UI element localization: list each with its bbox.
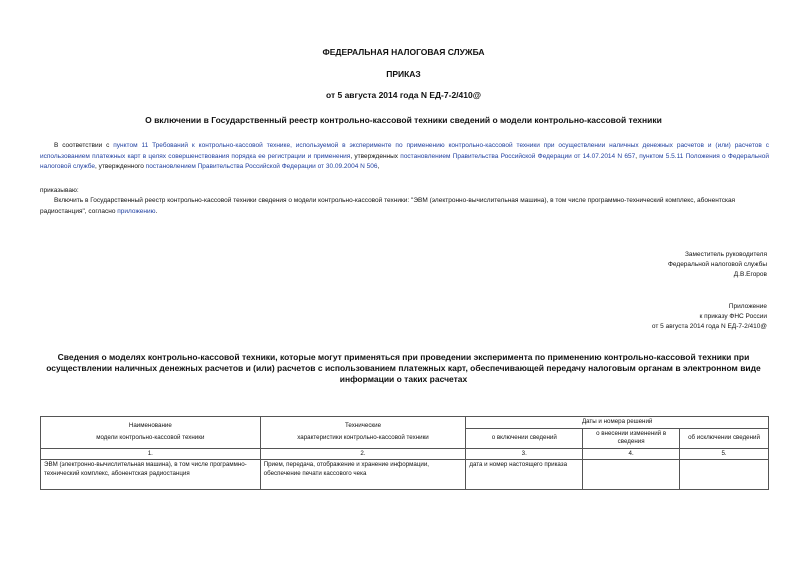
signature-name: Д.В.Егоров	[733, 271, 767, 278]
header-amendment: о внесении изменений в сведения	[583, 428, 680, 448]
preamble-text-3: ,	[635, 152, 640, 160]
column-number: 1.	[41, 448, 261, 460]
kkt-models-table	[40, 416, 769, 490]
document-type: ПРИКАЗ	[386, 69, 421, 79]
document-date-number: от 5 августа 2014 года N ЕД-7-2/410@	[325, 90, 482, 100]
header-decisions: Даты и номера решений	[466, 417, 769, 429]
header-specs-line-1: Технические	[344, 422, 382, 430]
order-text-end: .	[155, 207, 158, 215]
header-specs	[260, 417, 466, 449]
header-exclusion: об исключении сведений	[680, 428, 769, 448]
column-number: 4.	[583, 448, 680, 460]
preamble-paragraph	[40, 141, 769, 173]
header-inclusion: о включении сведений	[466, 428, 583, 448]
appendix-label: Приложение	[728, 303, 767, 310]
link-government-decree-506[interactable]: постановлением Правительства Российской Федерации от 30.09.2004 N 506	[145, 163, 378, 170]
preamble-text-2: , утвержденных	[350, 152, 401, 160]
appendix-reference: к приказу ФНС России	[699, 313, 767, 320]
column-number: 3.	[466, 448, 583, 460]
agency-name: ФЕДЕРАЛЬНАЯ НАЛОГОВАЯ СЛУЖБА	[322, 47, 485, 57]
link-fns-regulation-item[interactable]: пунктом 5.5.11 Положения о Федеральной налоговой службе	[40, 152, 769, 170]
header-model-name-line-2: модели контрольно-кассовой техники	[96, 433, 205, 441]
header-model-name-line-1: Наименование	[128, 422, 172, 430]
cell-model-name: ЭВМ (электронно-вычислительная машина), в том числе программно-технический комплекс, абонентская радиостанция	[41, 460, 261, 490]
order-word: приказываю:	[40, 187, 79, 194]
preamble-text-1: В соответствии с	[54, 142, 114, 149]
preamble-text-4: , утвержденного	[95, 163, 146, 170]
appendix-block	[652, 302, 767, 332]
cell-exclusion	[680, 460, 769, 490]
header-specs-line-2: характеристики контрольно-кассовой техники	[297, 433, 429, 441]
signature-agency: Федеральной налоговой службы	[667, 261, 767, 268]
column-number: 5.	[680, 448, 769, 460]
signature-position: Заместитель руководителя	[685, 251, 767, 258]
table-header-row	[41, 417, 769, 429]
link-government-decree-657[interactable]: постановлением Правительства Российской Федерации от 14.07.2014 N 657	[400, 152, 636, 160]
table-number-row	[41, 448, 769, 460]
link-requirements-item-11[interactable]: пунктом 11 Требований к контрольно-кассовой технике, используемой в эксперименте по применению контрольно-кассовой техники при осуществлении наличных денежных расчетов и (или) расчетов с использованием платежных карт в целях совершенствования порядка ее регистрации и применения	[40, 142, 769, 160]
document-title: О включении в Государственный реестр контрольно-кассовой техники сведений о модели контрольно-кассовой техники	[145, 115, 662, 125]
preamble-text-5: ,	[377, 163, 380, 170]
appendix-date-number: от 5 августа 2014 года N ЕД-7-2/410@	[651, 323, 767, 330]
order-paragraph	[40, 196, 769, 217]
cell-specs: Прием, передача, отображение и хранение информации, обеспечение печати кассового чека	[260, 460, 466, 490]
signature-block	[668, 250, 767, 280]
order-text: Включить в Государственный реестр контрольно-кассовой техники сведения о модели контрольно-кассовой техники: "ЭВМ (электронно-вычислительная машина), в том числе программно-технический комплекс, абонентская радиостанция", согласно	[40, 197, 736, 215]
cell-amendment	[583, 460, 680, 490]
table-row	[41, 460, 769, 490]
section-title: Сведения о моделях контрольно-кассовой техники, которые могут применяться при проведении эксперимента по применению контрольно-кассовой техники при осуществлении наличных денежных расчетов и (или) расчетов с использованием платежных карт, обеспечивающей передачу налоговым органам в электронном виде информации о таких расчетах	[46, 352, 761, 384]
header-model-name	[41, 417, 261, 449]
column-number: 2.	[260, 448, 466, 460]
cell-inclusion: дата и номер настоящего приказа	[466, 460, 583, 490]
link-appendix[interactable]: приложению	[117, 207, 156, 215]
